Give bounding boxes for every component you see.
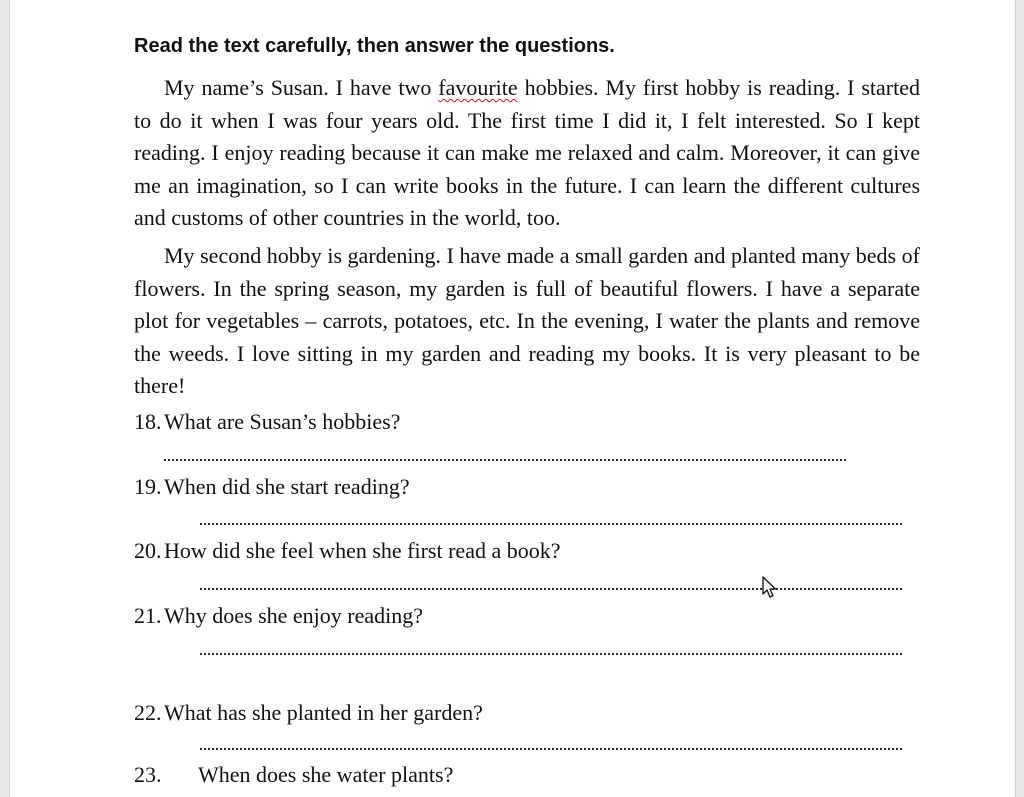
- question-text: Why does she enjoy reading?: [164, 603, 424, 628]
- question-22: [134, 699, 483, 727]
- question-20: [134, 537, 560, 565]
- window-edge-left: [0, 0, 10, 797]
- question-19: [134, 473, 410, 501]
- question-21: [134, 602, 423, 630]
- question-text: What are Susan’s hobbies?: [164, 409, 401, 434]
- answer-line-18[interactable]: [164, 459, 846, 461]
- passage-text: hobbies. My first hobby is reading. I started to do it when I was four years old. The first time I did it, I felt interested. So I kept reading. I enjoy reading because it can make me relaxed and calm. Moreover, it can give me an imagination, so I can write books in the future. I can learn the different cultures and customs of other countries in the world, too.: [134, 75, 920, 231]
- answer-line-21[interactable]: [200, 653, 902, 655]
- question-text: How did she feel when she first read a book?: [164, 538, 561, 563]
- question-23: [134, 761, 453, 789]
- question-number: 23.: [134, 762, 162, 787]
- answer-line-19[interactable]: [200, 523, 902, 525]
- answer-line-22[interactable]: [200, 748, 902, 750]
- question-18: [134, 408, 400, 436]
- passage-paragraph-2: My second hobby is gardening. I have made a small garden and planted many beds of flowers. In the spring season, my garden is full of beautiful flowers. I have a separate plot for vegetables – carrots, potatoes, etc. In the evening, I water the plants and remove the weeds. I love sitting in my garden and reading my books. It is very pleasant to be there!: [134, 243, 920, 399]
- passage-text: My name’s Susan. I have two: [164, 75, 439, 100]
- question-text: When does she water plants?: [198, 762, 454, 787]
- question-text: What has she planted in her garden?: [164, 700, 483, 725]
- question-number: 18.: [134, 409, 162, 434]
- spellcheck-flagged-word[interactable]: favourite: [438, 75, 518, 100]
- passage-paragraph-1: [134, 72, 920, 235]
- question-number: 20.: [134, 538, 162, 563]
- question-text: When did she start reading?: [164, 474, 410, 499]
- instruction-heading: Read the text carefully, then answer the questions.: [134, 35, 615, 57]
- question-number: 21.: [134, 603, 162, 628]
- question-number: 22.: [134, 700, 162, 725]
- question-number: 19.: [134, 474, 162, 499]
- answer-line-20[interactable]: [200, 588, 902, 590]
- mouse-pointer-icon: [762, 576, 778, 600]
- window-edge-right: [1015, 0, 1024, 797]
